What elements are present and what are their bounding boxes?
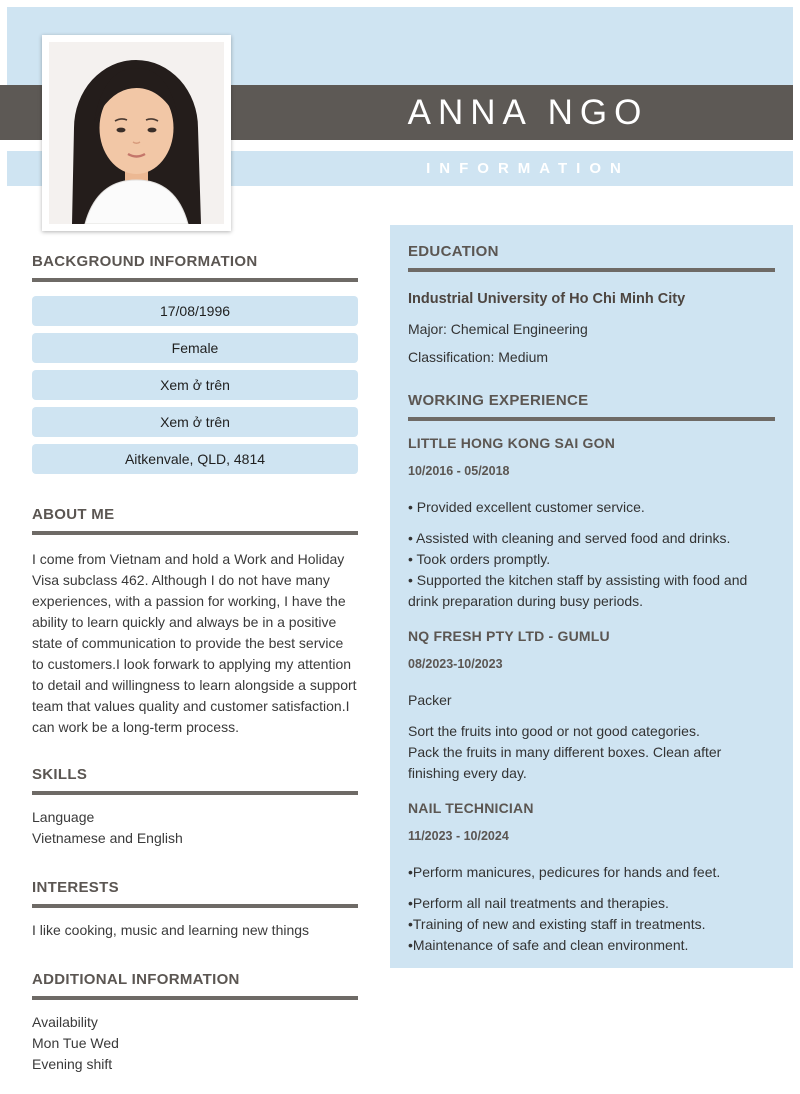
background-information-title: BACKGROUND INFORMATION [32, 253, 258, 270]
job-entry [408, 435, 775, 612]
skills-line: Language [32, 809, 95, 825]
section-education [408, 243, 775, 366]
job-details [408, 893, 775, 956]
profile-photo [42, 35, 231, 231]
education-school: Industrial University of Ho Chi Minh City [408, 291, 686, 307]
job-company: LITTLE HONG KONG SAI GON [408, 435, 616, 451]
job-detail-line: •Maintenance of safe and clean environment. [408, 937, 689, 953]
job-detail-line: •Perform all nail treatments and therapies. [408, 895, 669, 911]
job-period: 10/2016 - 05/2018 [408, 464, 510, 478]
info-box-see-above-1: Xem ở trên [32, 370, 358, 400]
header-subtitle: INFORMATION [426, 160, 630, 177]
section-rule [408, 417, 775, 421]
additional-lines [32, 1012, 358, 1075]
background-info-boxes [32, 296, 358, 474]
section-rule [32, 531, 358, 535]
job-period: 11/2023 - 10/2024 [408, 829, 509, 843]
job-detail-line: • Supported the kitchen staff by assisting with food and drink preparation during busy periods. [408, 572, 748, 609]
job-details [408, 528, 775, 612]
skills-title: SKILLS [32, 766, 88, 783]
candidate-name: ANNA NGO [407, 93, 649, 132]
skills-lines [32, 807, 358, 849]
working-experience-title: WORKING EXPERIENCE [408, 392, 589, 409]
section-background-information [32, 253, 358, 474]
job-detail-line: • Assisted with cleaning and served food and drinks. [408, 530, 731, 546]
about-me-title: ABOUT ME [32, 506, 115, 523]
job-company: NQ FRESH PTY LTD - GUMLU [408, 628, 610, 644]
job-highlight: •Perform manicures, pedicures for hands and feet. [408, 864, 721, 880]
interests-lines [32, 920, 358, 941]
section-rule [32, 278, 358, 282]
section-interests [32, 879, 358, 941]
job-detail-line: Sort the fruits into good or not good categories. [408, 723, 700, 739]
job-detail-line: • Took orders promptly. [408, 551, 551, 567]
interests-title: INTERESTS [32, 879, 119, 896]
section-additional-information [32, 971, 358, 1075]
job-detail-line: Pack the fruits in many different boxes. Clean after finishing every day. [408, 744, 722, 781]
job-highlight: Packer [408, 692, 452, 708]
education-major: Major: Chemical Engineering [408, 321, 588, 337]
section-rule [32, 904, 358, 908]
about-me-text: I come from Vietnam and hold a Work and Holiday Visa subclass 462. Although I do not have many experiences, with a passion for working, I have the ability to learn quickly and always be in a positive state of communication to provide the best service to customers.I look forwark to applying my attention to detail and willingness to learn alongside a support team that values quality and customer satisfaction.I can work be a long-term process. [32, 551, 357, 735]
section-rule [32, 996, 358, 1000]
job-detail-line: •Training of new and existing staff in treatments. [408, 916, 706, 932]
job-details [408, 721, 775, 784]
info-box-address: Aitkenvale, QLD, 4814 [32, 444, 358, 474]
additional-line-availability: Availability [32, 1014, 98, 1030]
education-title: EDUCATION [408, 243, 499, 260]
job-company: NAIL TECHNICIAN [408, 800, 534, 816]
additional-line-days: Mon Tue Wed [32, 1035, 119, 1051]
left-column [32, 253, 358, 1075]
interests-line: I like cooking, music and learning new things [32, 922, 310, 938]
right-panel [390, 225, 793, 968]
skills-line: Vietnamese and English [32, 830, 183, 846]
section-skills [32, 766, 358, 849]
job-entry [408, 800, 775, 956]
job-period: 08/2023-10/2023 [408, 657, 503, 671]
section-rule [32, 791, 358, 795]
info-box-gender: Female [32, 333, 358, 363]
section-about-me [32, 506, 358, 738]
additional-information-title: ADDITIONAL INFORMATION [32, 971, 240, 988]
job-entry [408, 628, 775, 784]
education-classification: Classification: Medium [408, 349, 549, 365]
info-box-birthdate: 17/08/1996 [32, 296, 358, 326]
additional-line-shift: Evening shift [32, 1056, 113, 1072]
job-highlight: • Provided excellent customer service. [408, 499, 645, 515]
info-box-see-above-2: Xem ở trên [32, 407, 358, 437]
section-rule [408, 268, 775, 272]
profile-photo-illustration [49, 42, 224, 224]
section-working-experience [408, 392, 775, 956]
